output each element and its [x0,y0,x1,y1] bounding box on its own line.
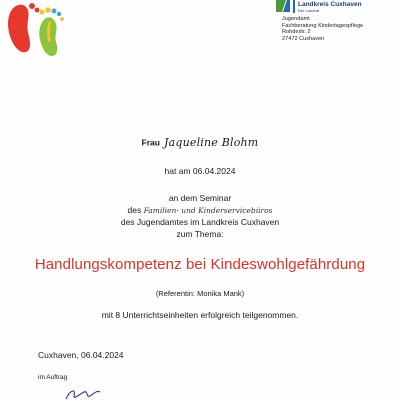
result-line: mit 8 Unterrichtseinheiten erfolgreich teilgenommen. [101,310,299,320]
organizer-name: Familien- und Kinderservicebüros [143,206,273,215]
address-line: Fachberatung Kindertagespflege [282,22,364,29]
landkreis-cuxhaven-logo [276,0,396,14]
seminar-title: Handlungskompetenz bei Kindeswohlgefährdung [34,256,366,273]
place-date: Cuxhaven, 06.04.2024 [38,350,124,360]
org-address [282,16,398,42]
recipient-label: Frau [141,137,160,148]
topic-label: zum Thema: [176,229,224,239]
organizer-prefix: des [127,205,144,215]
feet-logo-icon [2,0,82,58]
recipient-line [0,136,400,149]
attendance-date: hat am 06.04.2024 [164,166,236,176]
org-logo-name: Landkreis Cuxhaven [298,1,362,8]
on-behalf-label: im Auftrag [38,374,68,381]
recipient-name: Jaqueline Blohm [163,136,259,149]
org-logo-tagline: Der Landrat [298,8,320,13]
department-line: des Jugendamtes im Landkreis Cuxhaven [120,217,280,227]
address-line: 27472 Cuxhaven [282,35,325,42]
address-line: Jugendamt [282,16,310,22]
signature [60,386,120,400]
organizer-line [0,205,400,215]
address-line: Rohdestr. 2 [282,29,311,36]
referent-line: (Referentin: Monika Mank) [155,289,245,298]
seminar-line: an dem Seminar [168,193,232,203]
